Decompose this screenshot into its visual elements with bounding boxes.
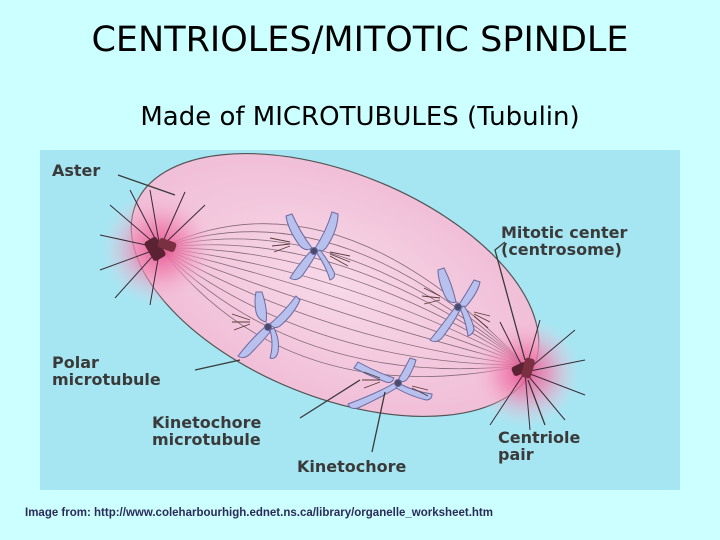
label-mitotic-center-line2: (centrosome) — [501, 240, 622, 259]
label-mitotic-center — [501, 224, 627, 258]
label-polar-line2: microtubule — [52, 370, 161, 389]
label-kinetochore-mt-line2: microtubule — [152, 430, 261, 449]
right-aster — [470, 317, 585, 430]
slide-subtitle: Made of MICROTUBULES (Tubulin) — [140, 102, 580, 132]
slide-title: CENTRIOLES/MITOTIC SPINDLE — [91, 20, 629, 60]
label-polar-microtubule — [52, 354, 161, 388]
polar-leader — [195, 360, 240, 370]
label-kinetochore-microtubule — [152, 414, 261, 448]
label-mitotic-center-line1: Mitotic center — [501, 223, 628, 242]
label-polar-line1: Polar — [52, 353, 99, 372]
label-kinetochore: Kinetochore — [297, 457, 407, 476]
image-source-caption: Image from: http://www.coleharbourhigh.ednet.ns.ca/library/organelle_worksheet.htm — [25, 507, 493, 519]
label-aster: Aster — [52, 161, 101, 180]
label-centriole-pair — [498, 429, 580, 463]
label-centriole-line1: Centriole — [498, 428, 581, 447]
left-aster — [100, 190, 218, 306]
label-kinetochore-mt-line1: Kinetochore — [152, 413, 262, 432]
label-centriole-line2: pair — [498, 445, 534, 464]
